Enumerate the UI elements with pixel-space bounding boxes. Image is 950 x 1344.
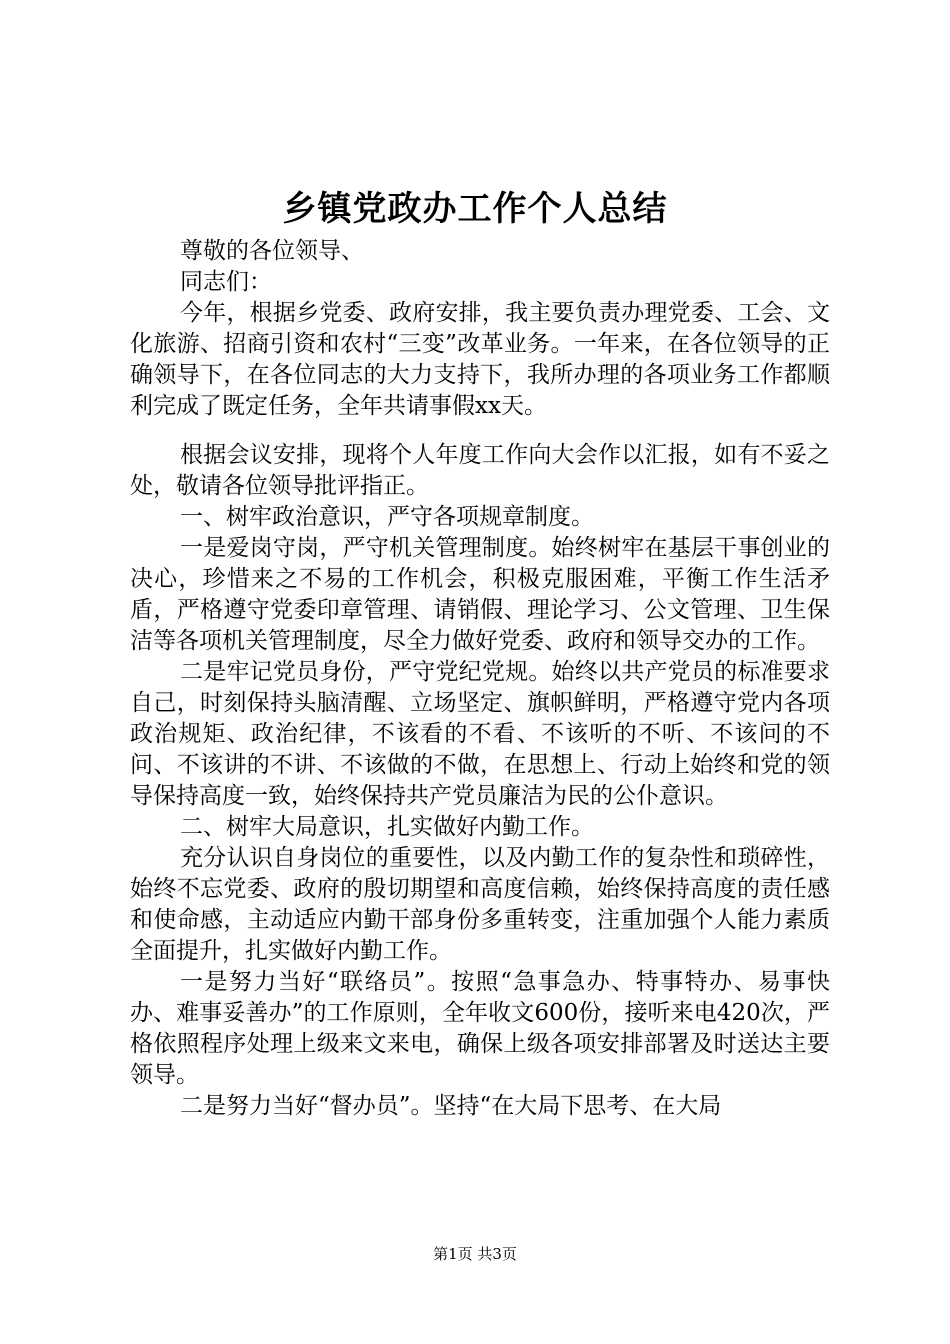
body-paragraph: 根据会议安排，现将个人年度工作向大会作以汇报，如有不妥之处，敬请各位领导批评指正。 bbox=[130, 442, 830, 499]
section-heading: 一、树牢政治意识，严守各项规章制度。 bbox=[180, 504, 594, 530]
document-body bbox=[130, 236, 830, 1122]
section-heading: 二、树牢大局意识，扎实做好内勤工作。 bbox=[180, 814, 594, 840]
page-footer: 第1页 共3页 bbox=[433, 1245, 517, 1263]
salutation-line-2: 同志们： bbox=[180, 269, 272, 295]
salutation-line-1: 尊敬的各位领导、 bbox=[180, 238, 364, 264]
body-paragraph: 二是牢记党员身份，严守党纪党规。始终以共产党员的标准要求自己，时刻保持头脑清醒、立场坚定、旗帜鲜明，严格遵守党内各项政治规矩、政治纪律，不该看的不看、不该听的不听、不该问的不问、不该讲的不讲、不该做的不做，在思想上、行动上始终和党的领导保持高度一致，始终保持共产党员廉洁为民的公仆意识。 bbox=[130, 659, 830, 809]
body-paragraph: 二是努力当好“督办员”。坚持“在大局下思考、在大局 bbox=[180, 1093, 722, 1119]
body-paragraph: 一是努力当好“联络员”。按照“急事急办、特事特办、易事快办、难事妥善办”的工作原则，全年收文600份，接听来电420次，严格依照程序处理上级来文来电，确保上级各项安排部署及时送达主要领导。 bbox=[130, 969, 830, 1088]
body-paragraph: 充分认识自身岗位的重要性，以及内勤工作的复杂性和琐碎性，始终不忘党委、政府的殷切期望和高度信赖，始终保持高度的责任感和使命感，主动适应内勤干部身份多重转变，注重加强个人能力素质全面提升，扎实做好内勤工作。 bbox=[130, 845, 830, 964]
document-title: 乡镇党政办工作个人总结 bbox=[282, 189, 668, 229]
body-paragraph: 今年，根据乡党委、政府安排，我主要负责办理党委、工会、文化旅游、招商引资和农村“三变”改革业务。一年来，在各位领导的正确领导下，在各位同志的大力支持下，我所办理的各项业务工作都顺利完成了既定任务，全年共请事假xx天。 bbox=[130, 300, 830, 419]
body-paragraph: 一是爱岗守岗，严守机关管理制度。始终树牢在基层干事创业的决心，珍惜来之不易的工作机会，积极克服困难，平衡工作生活矛盾，严格遵守党委印章管理、请销假、理论学习、公文管理、卫生保洁等各项机关管理制度，尽全力做好党委、政府和领导交办的工作。 bbox=[130, 535, 830, 654]
